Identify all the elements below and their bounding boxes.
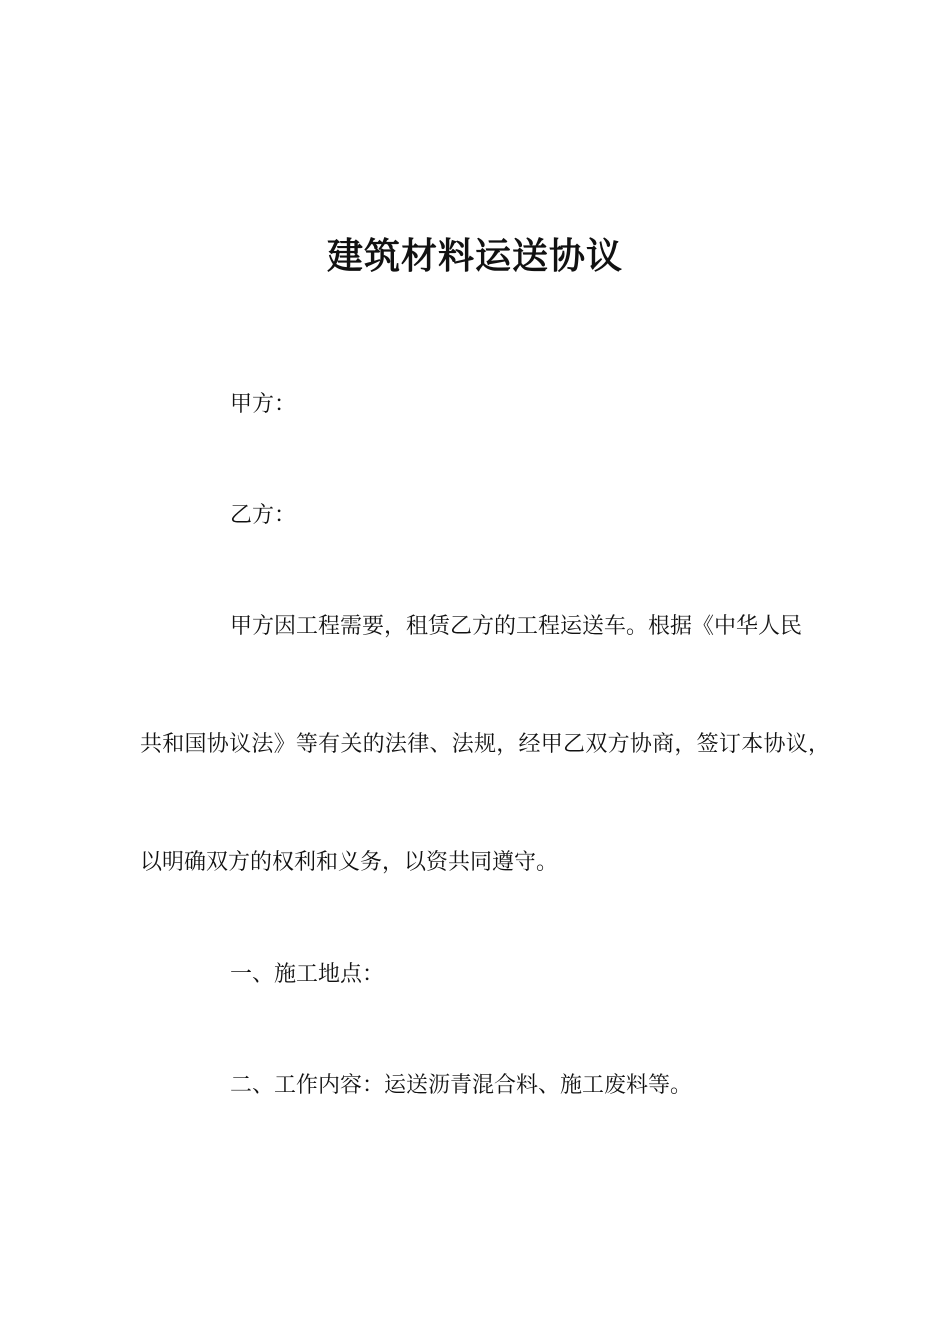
intro-line-1: 甲方因工程需要，租赁乙方的工程运送车。根据《中华人民 — [230, 614, 803, 639]
document-title: 建筑材料运送协议 — [326, 236, 623, 277]
clause-site: 一、施工地点： — [230, 962, 385, 987]
intro-line-3: 以明确双方的权利和义务，以资共同遵守。 — [140, 850, 559, 875]
clause-work-content: 二、工作内容：运送沥青混合料、施工废料等。 — [230, 1073, 693, 1098]
intro-line-2: 共和国协议法》等有关的法律、法规，经甲乙双方协商，签订本协议， — [140, 732, 830, 757]
party-a-label: 甲方： — [230, 392, 297, 417]
party-b-label: 乙方： — [230, 503, 297, 528]
